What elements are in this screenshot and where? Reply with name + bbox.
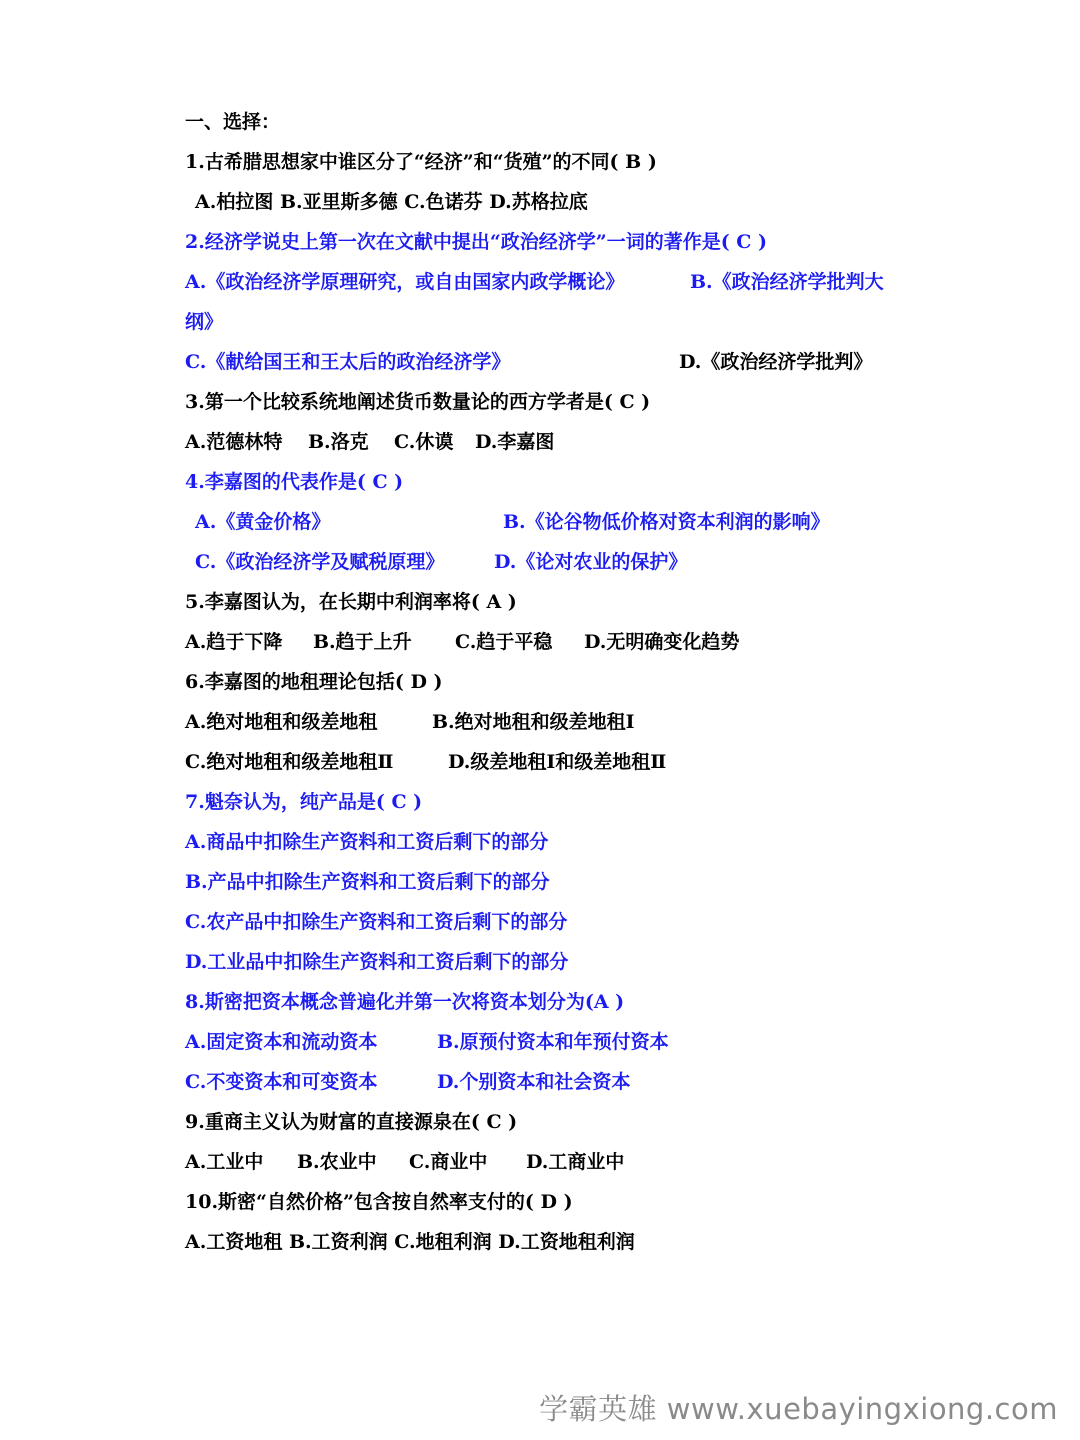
question-8-option-a: A.固定资本和流动资本 [185, 1031, 378, 1053]
question-6-option-a: A.绝对地租和级差地租 [185, 711, 378, 733]
question-5-option-c: C.趋于平稳 [455, 631, 553, 653]
question-7-option-d: D.工业品中扣除生产资料和工资后剩下的部分 [185, 951, 569, 973]
question-6-option-c: C.绝对地租和级差地租Ⅱ [185, 751, 394, 773]
question-2-stem: 2.经济学说史上第一次在文献中提出“政治经济学”一词的著作是( C ) [185, 231, 768, 253]
question-1-options: A.柏拉图 B.亚里斯多德 C.色诺芬 D.苏格拉底 [195, 191, 588, 213]
question-9-option-d: D.工商业中 [526, 1151, 625, 1173]
question-4-option-b: B.《论谷物低价格对资本利润的影响》 [503, 511, 830, 533]
question-2-option-d: D.《政治经济学批判》 [679, 351, 873, 373]
question-9-option-b: B.农业中 [297, 1151, 377, 1173]
question-9-stem: 9.重商主义认为财富的直接源泉在( C ) [185, 1111, 518, 1133]
question-8-option-d: D.个别资本和社会资本 [437, 1071, 631, 1093]
question-2-option-b-continued: 纲》 [185, 311, 224, 333]
question-3-stem: 3.第一个比较系统地阐述货币数量论的西方学者是( C ) [185, 391, 651, 413]
question-10-stem: 10.斯密“自然价格”包含按自然率支付的( D ) [185, 1191, 573, 1213]
question-3-option-b: B.洛克 [308, 431, 369, 453]
question-2-option-c: C.《献给国王和王太后的政治经济学》 [185, 351, 511, 373]
question-6-option-b: B.绝对地租和级差地租Ⅰ [432, 711, 635, 733]
question-3-option-c: C.休谟 [394, 431, 454, 453]
question-5-option-b: B.趋于上升 [313, 631, 412, 653]
question-5-option-a: A.趋于下降 [185, 631, 283, 653]
question-5-stem: 5.李嘉图认为，在长期中利润率将( A ) [185, 591, 517, 613]
question-7-option-a: A.商品中扣除生产资料和工资后剩下的部分 [185, 831, 549, 853]
question-8-option-b: B.原预付资本和年预付资本 [437, 1031, 669, 1053]
question-3-option-d: D.李嘉图 [475, 431, 555, 453]
question-4-option-d: D.《论对农业的保护》 [494, 551, 688, 573]
question-2-option-b: B.《政治经济学批判大 [690, 271, 884, 293]
question-3-option-a: A.范德林特 [185, 431, 283, 453]
section-title: 一、选择： [185, 111, 281, 133]
question-4-option-a: A.《黄金价格》 [195, 511, 331, 533]
question-6-option-d: D.级差地租Ⅰ和级差地租Ⅱ [448, 751, 667, 773]
question-9-option-c: C.商业中 [409, 1151, 488, 1173]
question-6-stem: 6.李嘉图的地租理论包括( D ) [185, 671, 443, 693]
question-9-option-a: A.工业中 [185, 1151, 264, 1173]
watermark: 学霸英雄 www.xuebayingxiong.com [539, 1392, 1058, 1426]
question-4-stem: 4.李嘉图的代表作是( C ) [185, 471, 404, 493]
question-10-options: A.工资地租 B.工资利润 C.地租利润 D.工资地租利润 [185, 1231, 635, 1253]
question-5-option-d: D.无明确变化趋势 [584, 631, 740, 653]
question-7-option-b: B.产品中扣除生产资料和工资后剩下的部分 [185, 871, 550, 893]
question-7-stem: 7.魁奈认为，纯产品是( C ) [185, 791, 423, 813]
question-4-option-c: C.《政治经济学及赋税原理》 [195, 551, 445, 573]
question-2-option-a: A.《政治经济学原理研究，或自由国家内政学概论》 [185, 271, 625, 293]
question-7-option-c: C.农产品中扣除生产资料和工资后剩下的部分 [185, 911, 568, 933]
question-1-stem: 1.古希腊思想家中谁区分了“经济”和“货殖”的不同( B ) [185, 151, 657, 173]
question-8-stem: 8.斯密把资本概念普遍化并第一次将资本划分为(A ) [185, 991, 625, 1013]
question-8-option-c: C.不变资本和可变资本 [185, 1071, 378, 1093]
